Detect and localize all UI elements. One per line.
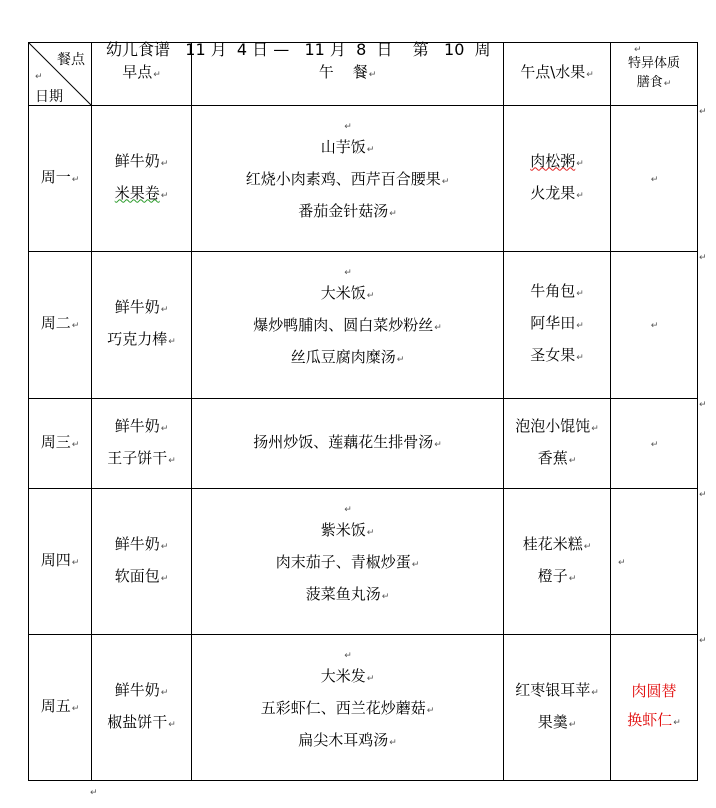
snack-cell: 红枣银耳苹↵ 果羹↵ bbox=[504, 635, 611, 781]
lunch-cell: ↵ 山芋饭↵ 红烧小肉素鸡、西芹百合腰果↵ 番茄金针菇汤↵ bbox=[192, 106, 504, 252]
breakfast-cell: 鲜牛奶↵ 椒盐饼干↵ bbox=[92, 635, 192, 781]
header-lunch: 午 餐↵ bbox=[192, 43, 504, 106]
special-cell: ↵ bbox=[611, 252, 698, 399]
header-special-diet: 特异体质 膳食↵ bbox=[611, 43, 698, 106]
header-snack: 午点\水果↵ bbox=[504, 43, 611, 106]
special-cell: ↵ bbox=[611, 489, 698, 635]
table-row bbox=[29, 106, 698, 252]
header-date-label: 日期 bbox=[35, 89, 63, 105]
row-end-mark-icon: ↵ bbox=[699, 400, 707, 410]
snack-cell: 桂花米糕↵ 橙子↵ bbox=[504, 489, 611, 635]
lunch-cell: ↵ 大米饭↵ 爆炒鸭脯肉、圆白菜炒粉丝↵ 丝瓜豆腐肉糜汤↵ bbox=[192, 252, 504, 399]
lunch-cell: ↵ 紫米饭↵ 肉末茄子、青椒炒蛋↵ 菠菜鱼丸汤↵ bbox=[192, 489, 504, 635]
paragraph-mark-icon: ↵ bbox=[634, 45, 642, 55]
table-row bbox=[29, 635, 698, 781]
breakfast-cell: 鲜牛奶↵ 王子饼干↵ bbox=[92, 399, 192, 489]
header-breakfast: 早点↵ bbox=[92, 43, 192, 106]
paragraph-mark-icon: ↵ bbox=[35, 72, 43, 82]
header-row bbox=[29, 43, 698, 106]
menu-table bbox=[28, 42, 698, 781]
table-row bbox=[29, 489, 698, 635]
special-cell: 肉圆替 换虾仁↵ bbox=[611, 635, 698, 781]
diagonal-header-cell bbox=[29, 43, 92, 106]
day-cell: 周二↵ bbox=[29, 252, 92, 399]
title-text: 幼儿食谱 11 月 4 日 — 11 月 8 日 第 10 周 bbox=[106, 40, 491, 59]
lunch-cell: ↵ 大米发↵ 五彩虾仁、西兰花炒蘑菇↵ 扁尖木耳鸡汤↵ bbox=[192, 635, 504, 781]
snack-cell: 肉松粥↵ 火龙果↵ bbox=[504, 106, 611, 252]
breakfast-cell: 鲜牛奶↵ 巧克力棒↵ bbox=[92, 252, 192, 399]
day-cell: 周三↵ bbox=[29, 399, 92, 489]
special-cell: ↵ bbox=[611, 106, 698, 252]
day-cell: 周一↵ bbox=[29, 106, 92, 252]
table-row bbox=[29, 252, 698, 399]
snack-cell: 牛角包↵ 阿华田↵ 圣女果↵ bbox=[504, 252, 611, 399]
breakfast-cell: 鲜牛奶↵ 软面包↵ bbox=[92, 489, 192, 635]
day-cell: 周四↵ bbox=[29, 489, 92, 635]
special-cell: ↵ bbox=[611, 399, 698, 489]
header-meal-label: 餐点 bbox=[57, 52, 85, 68]
row-end-mark-icon: ↵ bbox=[699, 636, 707, 646]
row-end-mark-icon: ↵ bbox=[699, 253, 707, 263]
paragraph-mark-icon: ↵ bbox=[90, 788, 98, 798]
lunch-cell: 扬州炒饭、莲藕花生排骨汤↵ bbox=[192, 399, 504, 489]
table-row bbox=[29, 399, 698, 489]
day-cell: 周五↵ bbox=[29, 635, 92, 781]
breakfast-cell: 鲜牛奶↵ 米果卷↵ bbox=[92, 106, 192, 252]
document-title bbox=[0, 8, 716, 59]
row-end-mark-icon: ↵ bbox=[699, 107, 707, 117]
row-end-mark-icon: ↵ bbox=[699, 490, 707, 500]
snack-cell: 泡泡小馄饨↵ 香蕉↵ bbox=[504, 399, 611, 489]
